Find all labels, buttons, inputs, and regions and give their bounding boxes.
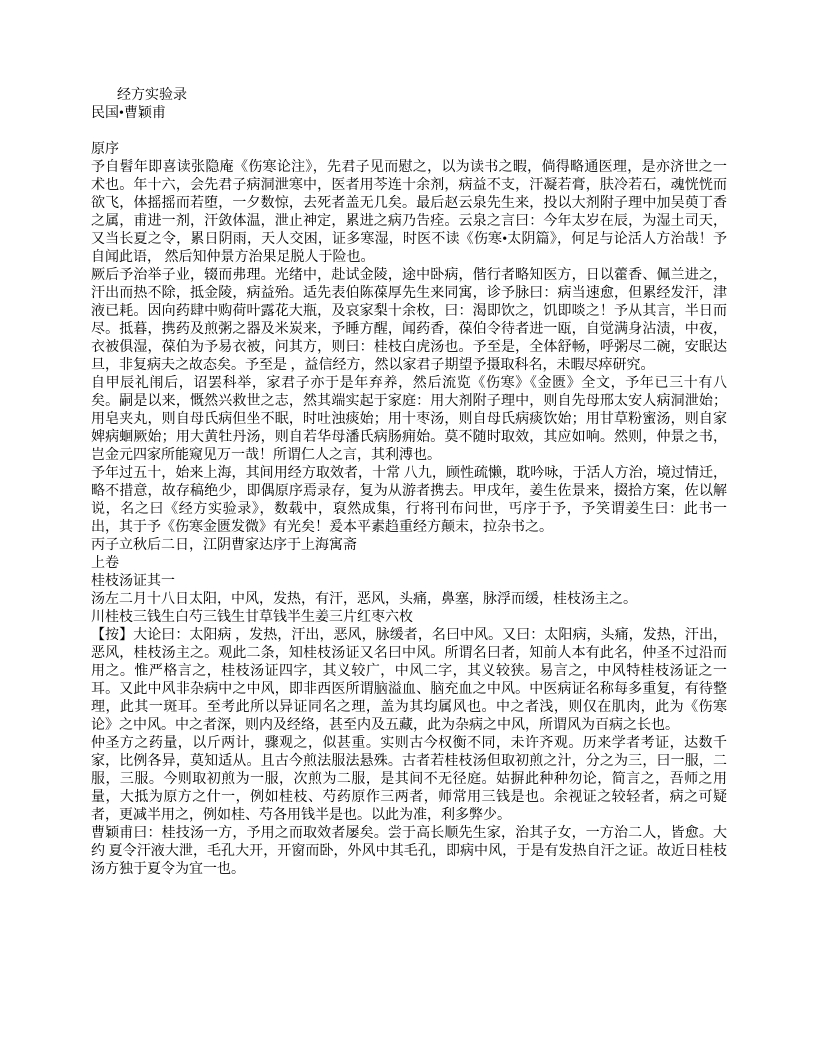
preface-paragraph-2: 厥后予治举子业，辍而弗理。光绪中，赴试金陵，途中卧病，偕行者略知医方，日以藿香、佩兰进之，汗出而热不除，抵金陵，病益殆。适先表伯陈葆厚先生来同寓，诊予脉曰：病当速愈，但累经发汗，津液已耗。因向药肆中购荷叶露花大瓶，及哀家梨十余枚，曰：渴即饮之，饥即啖之！予从其言，半日而尽。抵暮，携药及煎粥之器及米炭来，予睡方醒，闻药香，葆伯令待者进一瓯，自觉满身沾渍，中夜，衣被俱湿，葆伯为予易衣被，问其方，则曰：桂枝白虎汤也。予至是，全体舒畅，呼粥尽二碗，安眠达旦，非复病夫之故态矣。予至是 ，益信经方，然以家君子期望予摄取科名，未暇尽瘁研究。	[91, 268, 727, 373]
preface-paragraph-1: 予自髫年即喜读张隐庵《伤寒论注》，先君子见而慰之，以为读书之暇，倘得略通医理，是亦济世之一术也。年十六，会先君子病洞泄寒中，医者用芩连十余剂，病益不支，汗凝若膏，肤冷若石，魂恍恍而欲飞，体摇摇而若堕，一夕数惊，去死者盖无几矣。最后赵云泉先生来，投以大剂附子理中加吴萸丁香之属，甫进一剂，汗敛体温，泄止神定，累进之病乃告痊。云泉之言曰：今年太岁在辰，为湿土司天，又当长夏之令，累日阴雨，天人交困，证多寒湿，时医不读《伤寒•太阴篇》，何足与论活人方治哉！予自闻此语， 然后知仲景方治果足脱人于险也。	[91, 160, 727, 265]
prescription: 川桂枝三钱生白芍三钱生甘草钱半生姜三片红枣六枚	[91, 610, 413, 625]
author-note: 曹颖甫曰：桂技汤一方，予用之而取效者屡矣。尝于高长顺先生家，治其子女，一方治二人，皆愈。大约 夏令汗液大泄，毛孔大开，开窗而卧，外风中其毛孔，即病中风，于是有发热自汗之证。故近日桂枝汤方独于夏令为宜一也。	[91, 826, 727, 877]
spacer	[91, 123, 727, 141]
commentary-paragraph-1: 【按】大论曰：太阳病 ，发热，汗出，恶风，脉缓者，名曰中风。又曰：太阳病，头痛，发热，汗出，恶风，桂枝汤主之。观此二条，知桂枝汤证又名曰中风。所谓名曰者，知前人本有此名，仲圣不过沿而用之。惟严格言之，桂枝汤证四字，其义较广，中风二字，其义较狭。易言之，中风特桂枝汤证之一耳。又此中风非杂病中之中风，即非西医所谓脑溢血、脑充血之中风。中医病证名称每多重复，有待整理，此其一斑耳。至考此所以异证同名之理，盖为其均属风也。中之者浅，则仅在肌肉，此为《伤寒论》之中风。中之者深，则内及经络，甚至内及五藏，此为杂病之中风，所谓风为百病之长也。	[91, 628, 727, 733]
preface-signature: 丙子立秋后二日，江阴曹家达序于上海寓斋	[91, 538, 357, 553]
document-author: 民国•曹颖甫	[91, 106, 166, 121]
document-title: 经方实验录	[117, 88, 187, 103]
preface-heading: 原序	[91, 142, 119, 157]
case-title: 桂枝汤证其一	[91, 574, 175, 589]
preface-paragraph-3: 自甲辰礼闱后，诏罢科举，家君子亦于是年弃养，然后流览《伤寒》《金匮》全文，予年已三十有八矣。嗣是以来，慨然兴救世之志，然其端实起于家庭：用大剂附子理中，则自先母邢太安人病洞泄始；用皂夹丸，则自母氏病但坐不眠，时吐浊痰始；用十枣汤，则自母氏病痰饮始；用甘草粉蜜汤，则自家婢病蛔厥始；用大黄牡丹汤，则自若华母潘氏病肠痈始。莫不随时取效，其应如响。然则，仲景之书，岂金元四家所能窥见万一哉！所谓仁人之言，其利溥也。	[91, 376, 727, 463]
case-record: 汤左二月十八日太阳，中风，发热，有汗，恶风，头痛，鼻塞，脉浮而缓，桂枝汤主之。	[91, 592, 637, 607]
commentary-paragraph-2: 仲圣方之药量，以斤两计，骤观之，似甚重。实则古今权衡不同，未许齐观。历来学者考证，达数千家，比例各异，莫知适从。且古今煎法服法悬殊。古者若桂枝汤但取初煎之汁，分之为三，曰一服，二服，三服。今则取初煎为一服，次煎为二服，是其间不无径庭。姑摒此种种勿论，简言之，吾师之用量，大抵为原方之什一，例如桂枝、芍药原作三两者，师常用三钱是也。余视证之较轻者，病之可疑者，更减半用之，例如桂、芍各用钱半是也。以此为准，利多弊少。	[91, 736, 727, 823]
preface-paragraph-4: 予年过五十，始来上海，其间用经方取效者，十常 八九，顾性疏懒，耽吟咏，于活人方治，境过情迁，略不措意，故存稿绝少，即偶原序焉录存，复为从游者携去。甲戌年，姜生佐景来，掇拾方案，佐以解说，名之曰《经方实验录》，数载中，裒然成集，行将刊布问世，丐序于予，予笑谓姜生曰：此书一出，其于予《伤寒金匮发微》有光矣！爰本平素趋重经方颠末，拉杂书之。	[91, 466, 727, 535]
volume-heading: 上卷	[91, 556, 119, 571]
